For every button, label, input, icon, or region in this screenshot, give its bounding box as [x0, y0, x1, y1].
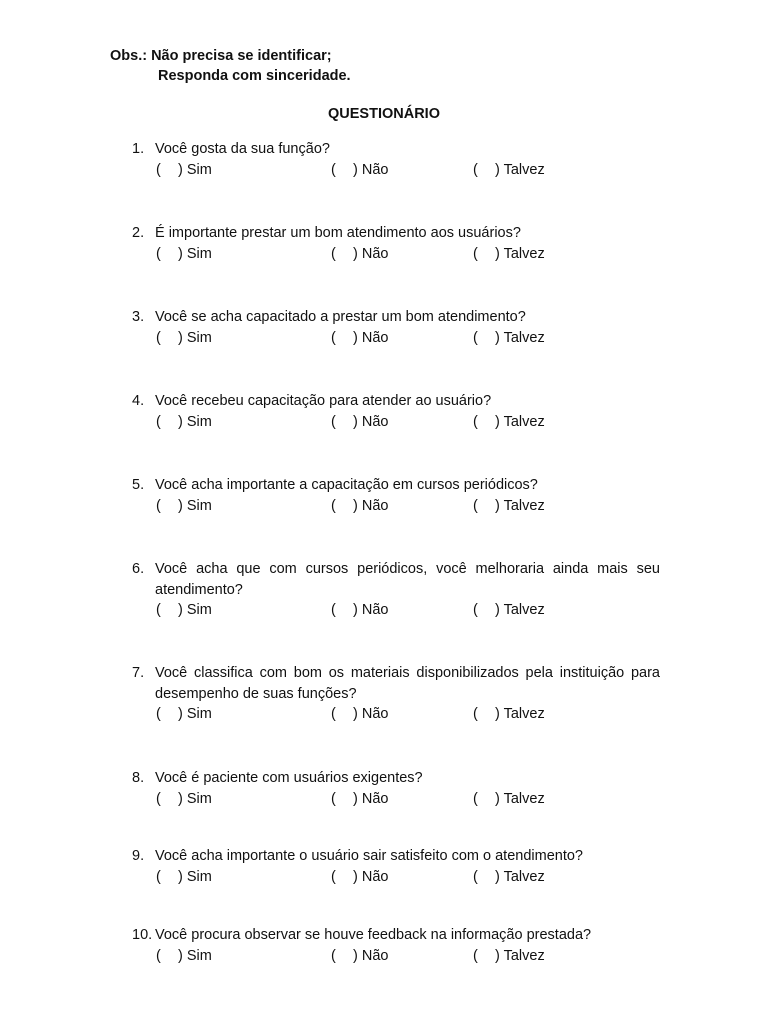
question-text: Você classifica com bom os materiais disponibilizados pela instituição para desempenho de suas funções?	[155, 665, 660, 702]
question-number: 2.	[132, 225, 145, 241]
question-9	[132, 846, 660, 887]
answer-options	[132, 496, 660, 517]
question-number: 6.	[132, 561, 145, 577]
option-talvez[interactable]: ( ) Talvez	[473, 790, 545, 807]
option-sim[interactable]: ( ) Sim	[156, 602, 212, 618]
question-text: Você recebeu capacitação para atender ao usuário?	[155, 393, 492, 409]
option-talvez[interactable]: ( ) Talvez	[473, 497, 545, 514]
question-number: 7.	[132, 665, 145, 681]
question-text: Você acha que com cursos periódicos, você melhoraria ainda mais seu atendimento?	[155, 561, 660, 598]
question-6	[132, 559, 660, 621]
option-nao[interactable]: ( ) Não	[331, 868, 389, 885]
option-nao[interactable]: ( ) Não	[331, 329, 389, 346]
observation-note	[110, 46, 351, 86]
option-talvez[interactable]: ( ) Talvez	[473, 413, 545, 430]
option-sim[interactable]: ( ) Sim	[156, 413, 212, 430]
question-number: 10.	[132, 927, 153, 943]
option-talvez[interactable]: ( ) Talvez	[473, 868, 545, 885]
option-talvez[interactable]: ( ) Talvez	[473, 602, 545, 618]
obs-line-2: Responda com sinceridade.	[158, 68, 351, 84]
question-number: 8.	[132, 770, 145, 786]
option-nao[interactable]: ( ) Não	[331, 161, 389, 178]
obs-line-1: Obs.: Não precisa se identificar;	[110, 48, 332, 64]
question-text: É importante prestar um bom atendimento aos usuários?	[155, 225, 521, 241]
question-1	[132, 139, 660, 180]
option-nao[interactable]: ( ) Não	[331, 497, 389, 514]
option-talvez[interactable]: ( ) Talvez	[473, 329, 545, 346]
answer-options	[132, 328, 660, 349]
question-text: Você gosta da sua função?	[155, 141, 330, 157]
option-sim[interactable]: ( ) Sim	[156, 245, 212, 262]
option-sim[interactable]: ( ) Sim	[156, 706, 212, 722]
answer-options	[132, 789, 660, 810]
option-sim[interactable]: ( ) Sim	[156, 497, 212, 514]
option-nao[interactable]: ( ) Não	[331, 413, 389, 430]
question-text: Você se acha capacitado a prestar um bom atendimento?	[155, 309, 526, 325]
question-text: Você acha importante a capacitação em cursos periódicos?	[155, 477, 538, 493]
option-sim[interactable]: ( ) Sim	[156, 161, 212, 178]
question-text: Você é paciente com usuários exigentes?	[155, 770, 423, 786]
option-sim[interactable]: ( ) Sim	[156, 947, 212, 964]
option-nao[interactable]: ( ) Não	[331, 947, 389, 964]
option-sim[interactable]: ( ) Sim	[156, 868, 212, 885]
option-talvez[interactable]: ( ) Talvez	[473, 245, 545, 262]
answer-options	[132, 160, 660, 181]
page-title: QUESTIONÁRIO	[328, 106, 440, 122]
answer-options	[132, 704, 660, 725]
answer-options	[132, 946, 660, 967]
question-3	[132, 307, 660, 348]
option-talvez[interactable]: ( ) Talvez	[473, 947, 545, 964]
question-number: 4.	[132, 393, 145, 409]
question-number: 5.	[132, 477, 145, 493]
option-talvez[interactable]: ( ) Talvez	[473, 706, 545, 722]
question-5	[132, 475, 660, 516]
question-2	[132, 223, 660, 264]
option-nao[interactable]: ( ) Não	[331, 790, 389, 807]
option-talvez[interactable]: ( ) Talvez	[473, 161, 545, 178]
question-number: 1.	[132, 141, 145, 157]
answer-options	[132, 600, 660, 621]
question-8	[132, 768, 660, 809]
answer-options	[132, 244, 660, 265]
option-nao[interactable]: ( ) Não	[331, 245, 389, 262]
option-sim[interactable]: ( ) Sim	[156, 329, 212, 346]
question-4	[132, 391, 660, 432]
option-nao[interactable]: ( ) Não	[331, 706, 389, 722]
option-sim[interactable]: ( ) Sim	[156, 790, 212, 807]
question-text: Você procura observar se houve feedback na informação prestada?	[155, 927, 592, 943]
question-number: 9.	[132, 848, 145, 864]
answer-options	[132, 412, 660, 433]
question-7	[132, 663, 660, 725]
question-text: Você acha importante o usuário sair satisfeito com o atendimento?	[155, 848, 583, 864]
question-10	[132, 925, 660, 966]
option-nao[interactable]: ( ) Não	[331, 602, 389, 618]
answer-options	[132, 867, 660, 888]
question-number: 3.	[132, 309, 145, 325]
